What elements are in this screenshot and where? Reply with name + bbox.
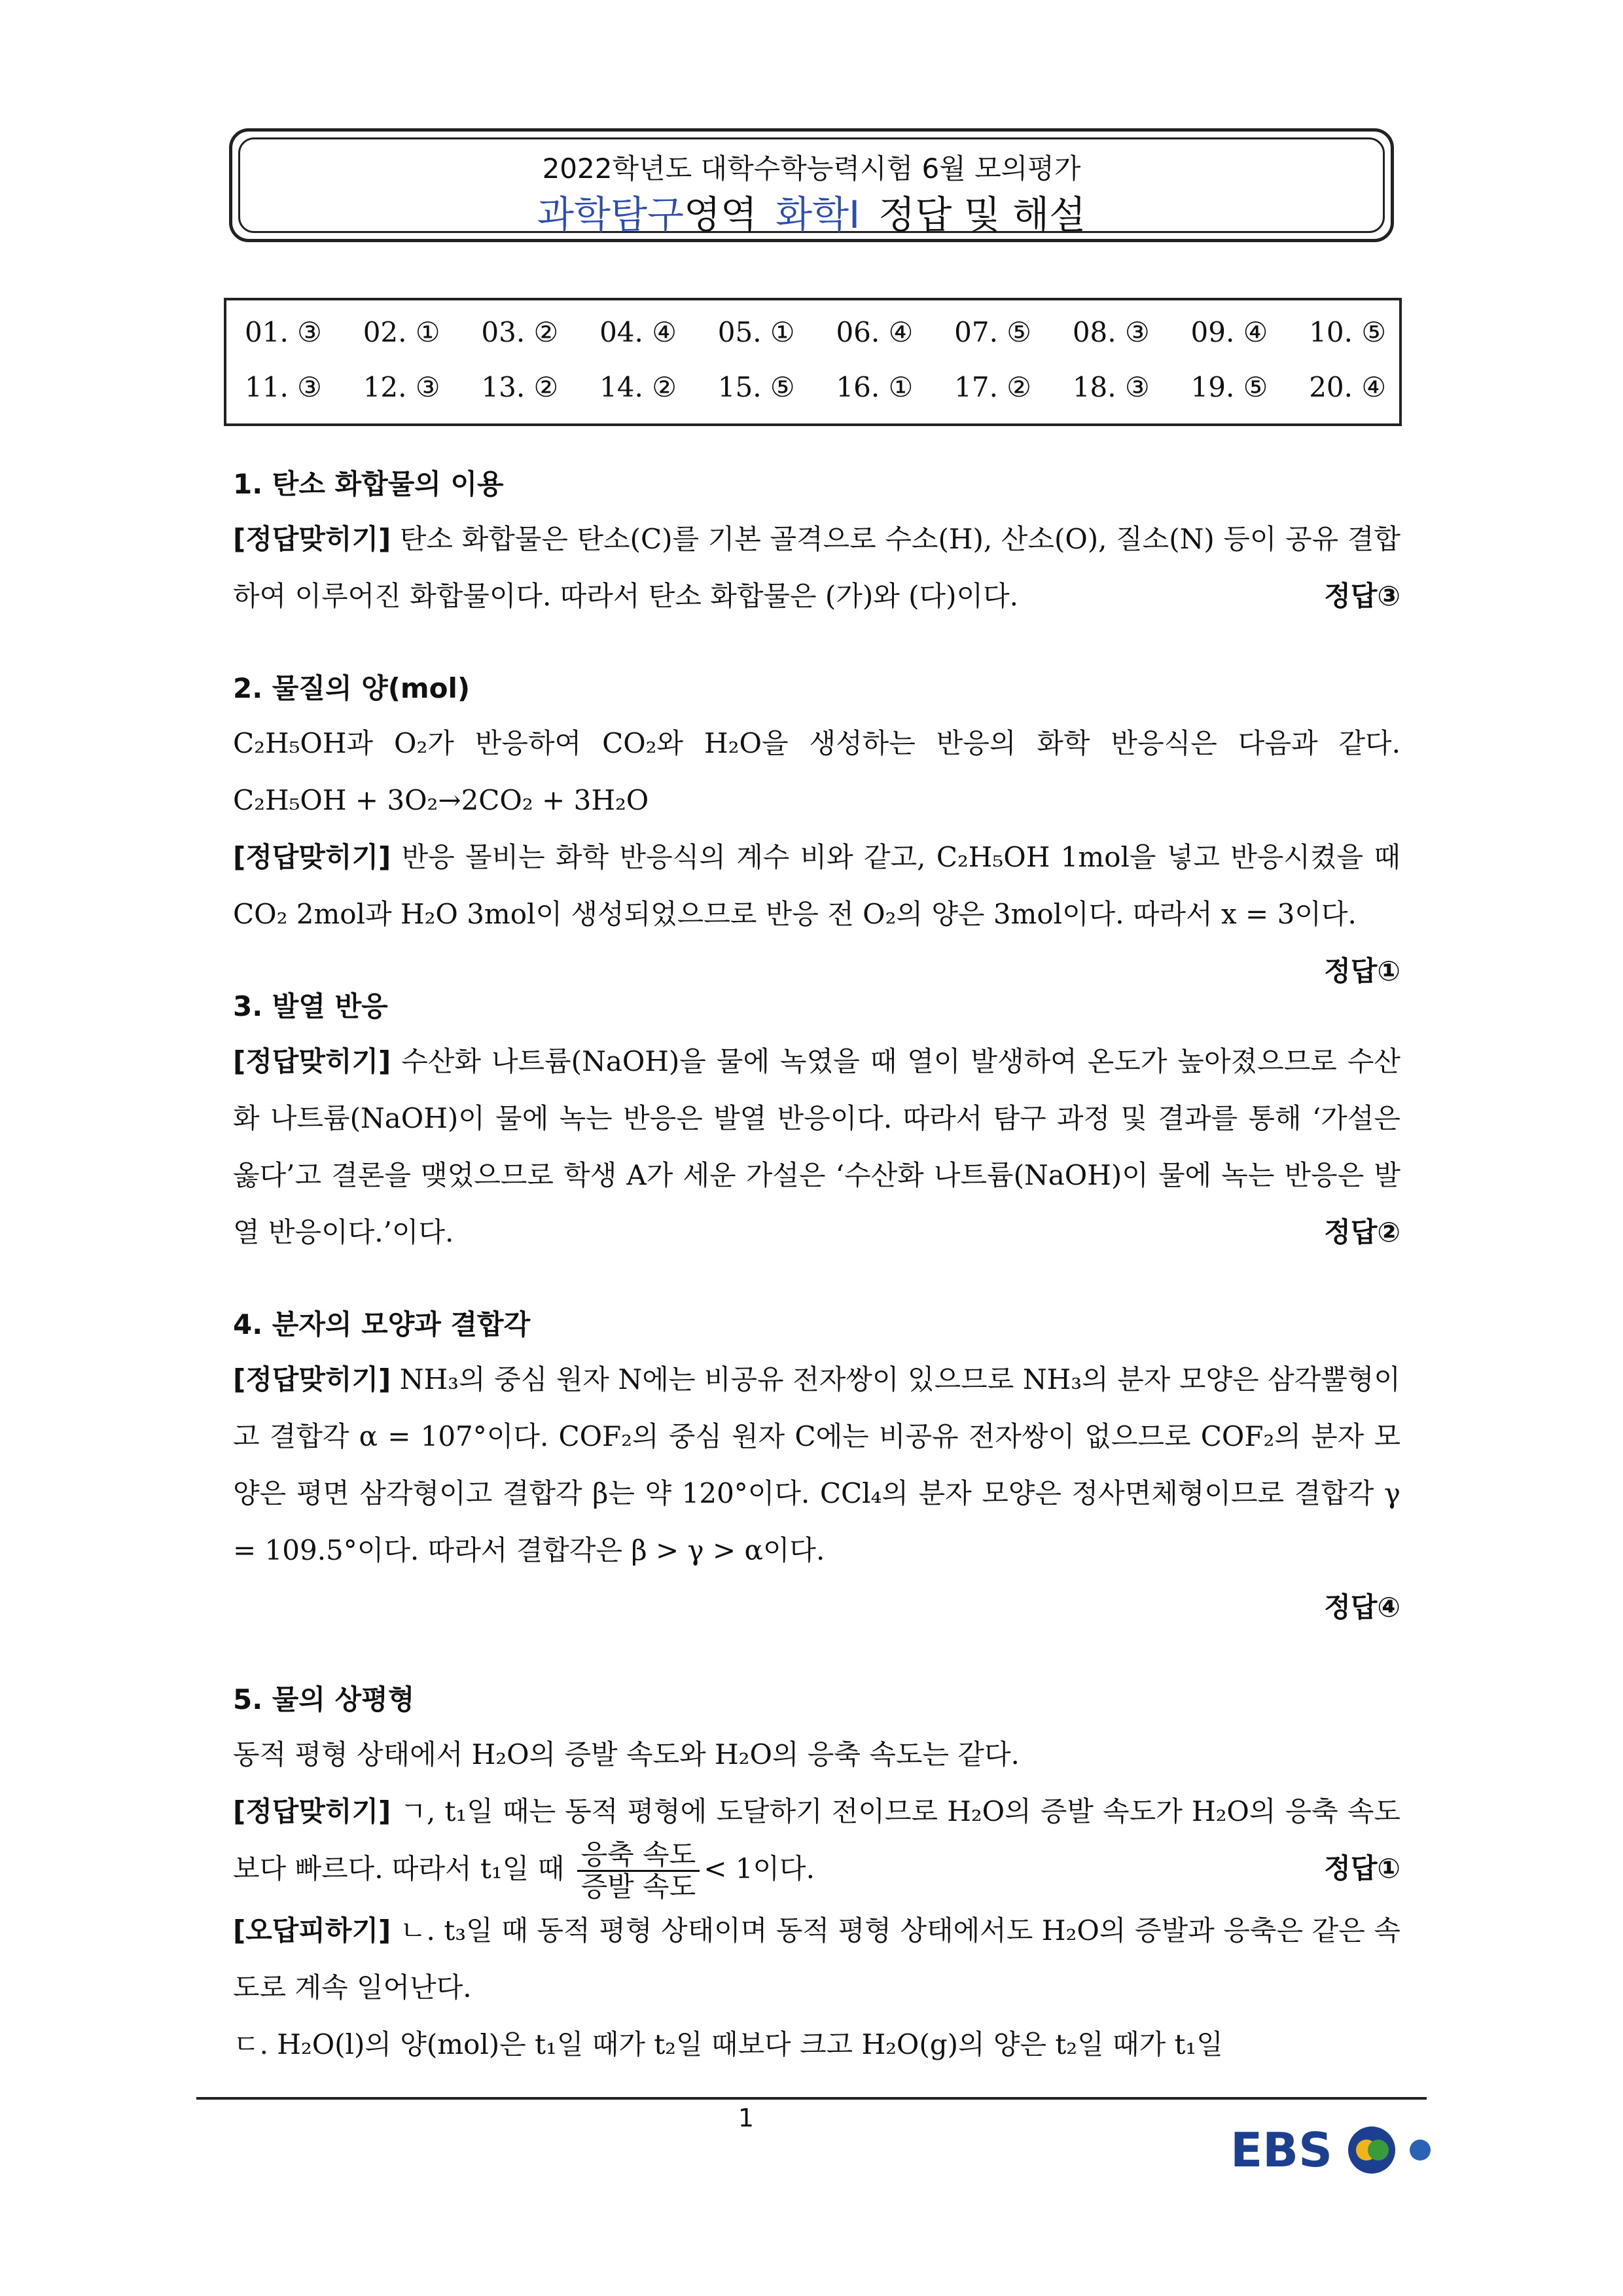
section-1 (233, 458, 1400, 624)
rate-fraction (577, 1840, 700, 1902)
answer-cell: 19. ⑤ (1190, 371, 1268, 403)
answer-cell: 04. ④ (599, 316, 677, 348)
section-intro: C₂H₅OH과 O₂가 반응하여 CO₂와 H₂O을 생성하는 반응의 화학 반응식은 다음과 같다. C₂H₅OH + 3O₂→2CO₂ + 3H₂O (233, 727, 1400, 816)
ebs-logo (1230, 2114, 1446, 2186)
title-area-suffix: 영역 (683, 192, 757, 237)
correct-answer-label: [정답맞히기] (233, 523, 391, 555)
answer-cell: 17. ② (954, 371, 1031, 403)
correct-answer-label: [정답맞히기] (233, 1045, 391, 1077)
section-4 (233, 1299, 1400, 1636)
answer-cell: 15. ⑤ (717, 371, 795, 403)
answer-cell: 07. ⑤ (954, 316, 1031, 348)
answer-cell: 16. ① (836, 371, 914, 403)
wrong-answer-label: [오답피하기] (233, 1914, 391, 1946)
section-heading: 4. 분자의 모양과 결합각 (233, 1308, 531, 1340)
section-3 (233, 980, 1400, 1261)
svg-text:EBS: EBS (1230, 2123, 1332, 2178)
explanation-text: 반응 몰비는 화학 반응식의 계수 비와 같고, C₂H₅OH 1mol을 넣고 반응시켰을 때 CO₂ 2mol과 H₂O 3mol이 생성되었으므로 반응 전 O₂의 양은 3mol이다. 따라서 x = 3이다. (233, 841, 1400, 930)
answer-cell: 10. ⑤ (1309, 316, 1386, 348)
explanation-text: 탄소 화합물은 탄소(C)를 기본 골격으로 수소(H), 산소(O), 질소(N) 등이 공유 결합하여 이루어진 화합물이다. 따라서 탄소 화합물은 (가)와 (다)이다. (233, 523, 1400, 612)
explanation-text: 수산화 나트륨(NaOH)을 물에 녹였을 때 열이 발생하여 온도가 높아졌으므로 수산화 나트륨(NaOH)이 물에 녹는 반응은 발열 반응이다. 따라서 탐구 과정 및 결과를 통해 ‘가설은 옳다’고 결론을 맺었으므로 학생 A가 세운 가설은 ‘수산화 나트륨(NaOH)이 물에 녹는 반응은 발열 반응이다.’이다. (233, 1045, 1400, 1248)
explanation-text: ㄴ. t₃일 때 동적 평형 상태이며 동적 평형 상태에서도 H₂O의 증발과 응축은 같은 속도로 계속 일어난다. (233, 1914, 1400, 2003)
answer-cell: 14. ② (599, 371, 677, 403)
answer-cell: 01. ③ (245, 316, 322, 348)
title-box (229, 128, 1394, 242)
footer-divider (196, 2097, 1427, 2100)
section-paragraph (233, 829, 1400, 987)
answer-marker: 정답③ (1324, 580, 1400, 612)
section-heading: 1. 탄소 화합물의 이용 (233, 468, 504, 500)
answer-marker: 정답① (1324, 955, 1400, 987)
correct-answer-label: [정답맞히기] (233, 1795, 391, 1827)
page-title (232, 184, 1391, 239)
explanation-text: < 1이다. (704, 1852, 815, 1885)
section-paragraph (233, 1902, 1400, 2016)
section-paragraph (233, 511, 1400, 624)
section-heading: 3. 발열 반응 (233, 990, 388, 1022)
title-subject: 화학Ⅰ (776, 192, 861, 237)
correct-answer-label: [정답맞히기] (233, 1363, 391, 1395)
answer-cell: 20. ④ (1309, 371, 1386, 403)
answer-cell: 09. ④ (1190, 316, 1268, 348)
answer-marker: 정답② (1324, 1216, 1400, 1248)
section-heading: 5. 물의 상평형 (233, 1683, 415, 1715)
answer-key-table (224, 298, 1402, 426)
section-paragraph (233, 1033, 1400, 1261)
answer-cell: 02. ① (363, 316, 440, 348)
section-intro: 동적 평형 상태에서 H₂O의 증발 속도와 H₂O의 응축 속도는 같다. (233, 1738, 1020, 1770)
answer-cell: 11. ③ (245, 371, 322, 403)
answer-cell: 12. ③ (363, 371, 440, 403)
fraction-denominator: 증발 속도 (580, 1871, 696, 1903)
title-answer-key: 정답 및 해설 (878, 192, 1086, 237)
explanation-text: NH₃의 중심 원자 N에는 비공유 전자쌍이 있으므로 NH₃의 분자 모양은 삼각뿔형이고 결합각 α = 107°이다. COF₂의 중심 원자 C에는 비공유 전자쌍이 없으므로 COF₂의 분자 모양은 평면 삼각형이고 결합각 β는 약 120°이다. CCl₄의 분자 모양은 정사면체형이므로 결합각 γ = 109.5°이다. 따라서 결합각은 β > γ > α이다. (233, 1363, 1400, 1566)
section-2 (233, 662, 1400, 987)
section-paragraph: ㄷ. H₂O(l)의 양(mol)은 t₁일 때가 t₂일 때보다 크고 H₂O(g)의 양은 t₂일 때가 t₁일 (233, 2028, 1223, 2060)
answer-cell: 18. ③ (1072, 371, 1150, 403)
answer-marker: 정답④ (1324, 1591, 1400, 1623)
page-number: 1 (738, 2104, 755, 2132)
answer-row-2 (245, 371, 1386, 403)
section-heading: 2. 물질의 양(mol) (233, 672, 471, 704)
section-paragraph (233, 1783, 1400, 1902)
explanation-text: ㄱ, t₁일 때는 동적 평형에 도달하기 전이므로 H₂O의 증발 속도가 H₂O의 응축 속도보다 빠르다. 따라서 t₁일 때 (233, 1795, 1400, 1885)
fraction-numerator: 응축 속도 (577, 1840, 700, 1872)
answer-cell: 08. ③ (1072, 316, 1150, 348)
answer-row-1 (245, 316, 1386, 348)
title-subject-area: 과학탐구 (537, 192, 684, 237)
correct-answer-label: [정답맞히기] (233, 841, 391, 873)
answer-cell: 03. ② (481, 316, 559, 348)
exam-subtitle: 2022학년도 대학수학능력시험 6월 모의평가 (542, 152, 1081, 185)
answer-marker: 정답① (1324, 1852, 1400, 1884)
answer-cell: 13. ② (481, 371, 559, 403)
answer-cell: 06. ④ (836, 316, 914, 348)
explanations (233, 458, 1400, 2111)
section-5 (233, 1674, 1400, 2073)
answer-cell: 05. ① (717, 316, 795, 348)
section-paragraph (233, 1351, 1400, 1579)
